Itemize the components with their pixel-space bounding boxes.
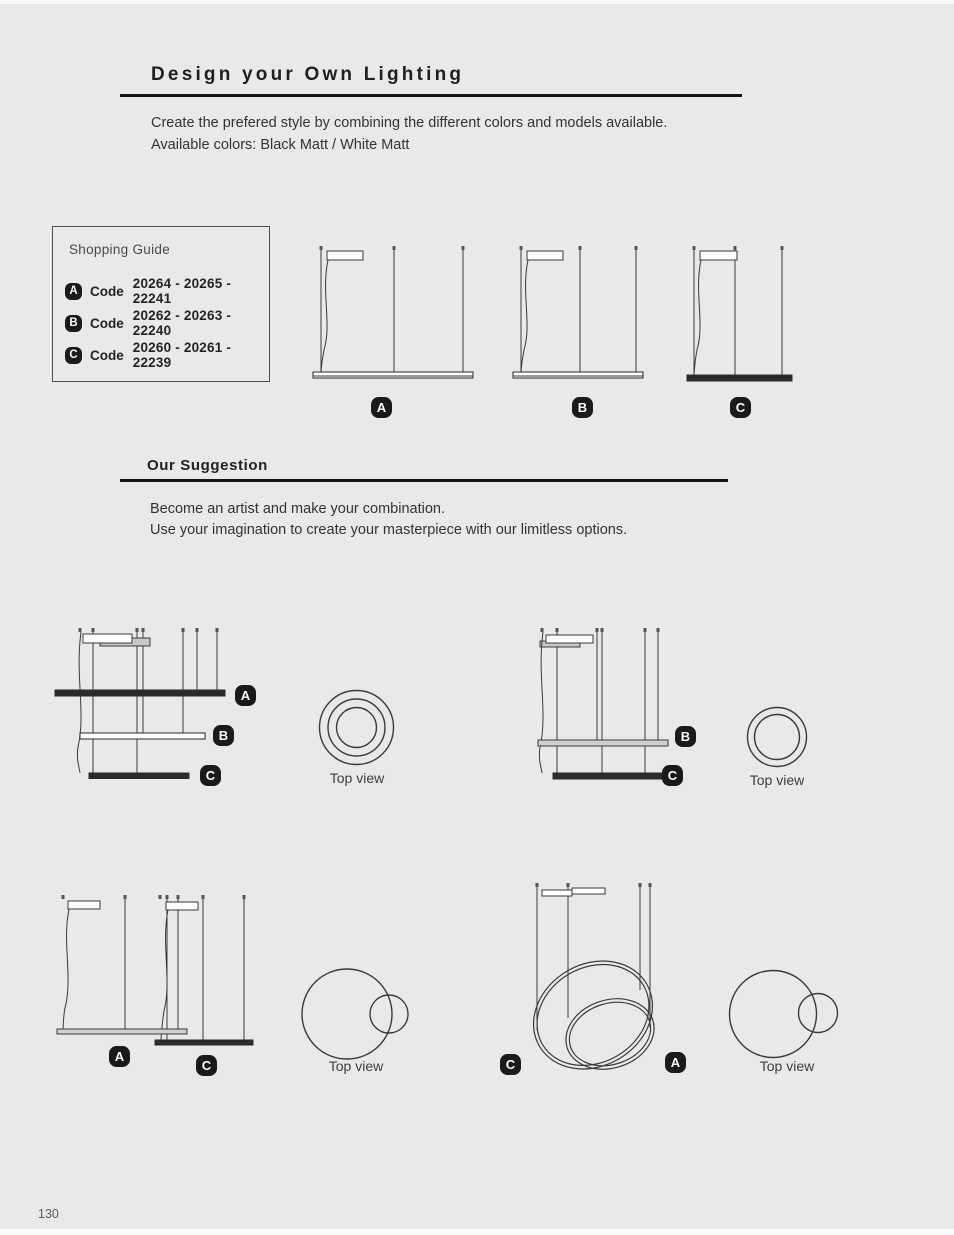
code-label: Code [90,283,124,299]
intro-line-1: Create the prefered style by combining the different colors and models available. [151,115,668,131]
code-value: 20260 - 20261 - 22239 [132,340,232,370]
suggestion-underline [120,479,728,482]
top-view-concentric-three-rings [317,688,397,768]
combo3-c-badge: C [196,1055,217,1076]
code-label: Code [90,315,124,331]
intro-line-2: Available colors: Black Matt / White Matt [151,136,410,153]
letter-c-badge: C [65,347,82,364]
top-view-concentric-two-rings [746,706,808,768]
suggestion-title: Our Suggestion [147,457,268,474]
combo1-b-badge: B [213,725,234,746]
bottom-edge-strip [0,1229,954,1235]
intro-text [151,113,667,156]
top-edge-strip [0,0,954,4]
combo1-a-badge: A [235,685,256,706]
top-view-label-2: Top view [749,772,805,788]
page-title: Design your Own Lighting [151,64,465,85]
top-view-overlapping-circles-1 [300,966,412,1062]
shopping-guide-title: Shopping Guide [69,242,171,257]
suggestion-line-2: Use your imagination to create your masterpiece with our limitless options. [150,521,628,538]
code-value: 20264 - 20265 - 22241 [132,276,232,306]
pendant-diagram-model-a [305,238,480,388]
suggestion-text [150,499,627,540]
top-view-label-1: Top view [329,770,385,786]
model-a-label-badge: A [371,397,392,418]
combo2-b-badge: B [675,726,696,747]
shopping-guide-row-a [65,276,269,306]
shopping-guide-row-c [65,340,269,370]
title-underline [120,94,742,97]
code-value: 20262 - 20263 - 22240 [132,308,232,338]
model-c-label-badge: C [730,397,751,418]
letter-a-badge: A [65,283,82,300]
combo-diagram-ac [50,893,265,1055]
combo3-a-badge: A [109,1046,130,1067]
letter-b-badge: B [65,315,82,332]
suggestion-line-1: Become an artist and make your combination. [150,501,445,517]
top-view-label-4: Top view [759,1058,815,1074]
pendant-diagram-model-b [503,238,653,388]
combo2-c-badge: C [662,765,683,786]
pendant-diagram-model-c [680,238,798,388]
code-label: Code [90,347,124,363]
combo-diagram-bc [530,622,695,787]
combo4-a-badge: A [665,1052,686,1073]
combo-diagram-rings-ca [500,878,700,1078]
top-view-overlapping-circles-2 [727,966,841,1062]
shopping-guide-row-b [65,308,269,338]
combo4-c-badge: C [500,1054,521,1075]
combo1-c-badge: C [200,765,221,786]
top-view-label-3: Top view [328,1058,384,1074]
shopping-guide-box [52,226,270,382]
model-b-label-badge: B [572,397,593,418]
page-number: 130 [38,1207,59,1221]
